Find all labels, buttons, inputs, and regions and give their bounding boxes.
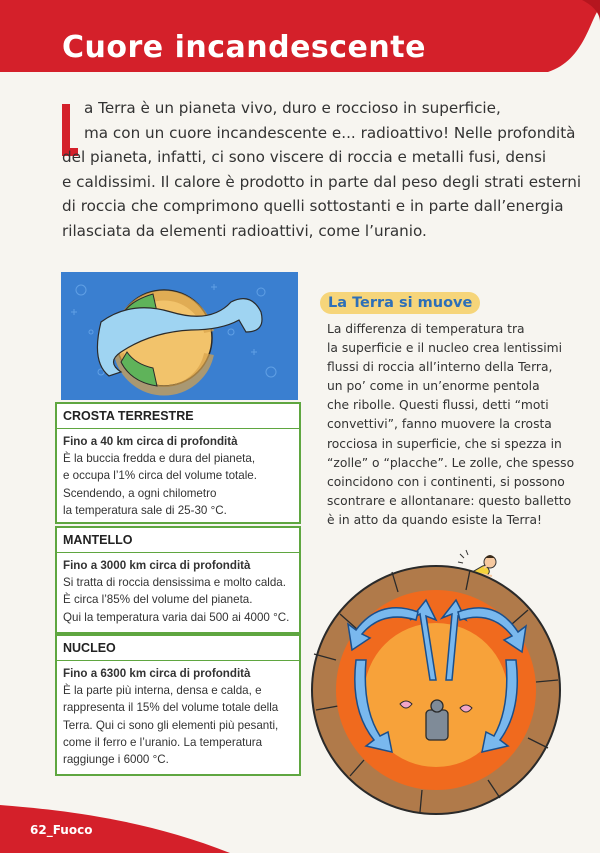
intro-line: e caldissimi. Il calore è prodotto in parte dal peso degli strati esterni — [62, 172, 582, 191]
layer-depth: Fino a 3000 km circa di profondità — [63, 559, 251, 572]
layer-text-line: come il ferro e l’uranio. La temperatura — [63, 735, 263, 749]
layer-name: MANTELLO — [57, 528, 299, 553]
intro-paragraph — [62, 96, 582, 243]
sidebar-line: è in atto da quando esiste la Terra! — [327, 512, 542, 527]
layer-panel-mantle — [55, 526, 301, 634]
layer-depth: Fino a 6300 km circa di profondità — [63, 667, 251, 680]
layer-text-line: e occupa l’1% circa del volume totale. — [63, 469, 257, 483]
sidebar-line: flussi di roccia all’interno della Terra, — [327, 360, 553, 375]
layer-text-line: È la parte più interna, densa e calda, e — [63, 684, 262, 698]
intro-line: del pianeta, infatti, ci sono viscere di roccia e metalli fusi, densi — [62, 148, 547, 166]
sidebar-paragraph — [327, 320, 575, 530]
page-number-label: 62_Fuoco — [30, 823, 93, 837]
sidebar-line: coincidono con i continenti, si possono — [327, 474, 565, 489]
intro-line: rilasciata da elementi radioattivi, come l’uranio. — [62, 221, 427, 240]
layer-text-line: Terra. Qui ci sono gli elementi più pesanti, — [63, 718, 279, 732]
layer-panel-crust — [55, 402, 301, 524]
convection-earth-illustration — [300, 540, 572, 818]
intro-line: ma con un cuore incandescente e... radioattivo! Nelle profondità — [84, 123, 576, 142]
sidebar-line: scontrare e allontanare: questo balletto — [327, 493, 572, 508]
sidebar-line: La differenza di temperatura tra — [327, 322, 525, 336]
layer-text-line: È la buccia fredda e dura del pianeta, — [63, 452, 256, 466]
sidebar-line: che ribolle. Questi flussi, detti “moti — [327, 398, 549, 413]
layer-text-line: Si tratta di roccia densissima e molto calda. — [63, 576, 286, 590]
layer-text-line: raggiunge i 6000 °C. — [63, 753, 169, 767]
sidebar-line: rocciosa in superficie, che si spezza in — [327, 436, 562, 451]
sidebar-line: convettivi”, fanno muovere la crosta — [327, 417, 552, 432]
layer-name: NUCLEO — [57, 636, 299, 661]
layer-text-line: È circa l’85% del volume del pianeta. — [63, 593, 253, 607]
intro-line: di roccia che comprimono quelli sottostanti e in parte dall’energia — [62, 197, 564, 215]
layer-text-line: Scendendo, a ogni chilometro — [63, 486, 217, 500]
intro-line: a Terra è un pianeta vivo, duro e roccioso in superficie, — [84, 99, 501, 117]
layer-panel-core — [55, 634, 301, 776]
layer-text-line: rappresenta il 15% del volume totale della — [63, 701, 279, 715]
layer-name: CROSTA TERRESTRE — [57, 404, 299, 429]
sidebar-line: la superficie e il nucleo crea lentissimi — [327, 341, 563, 356]
sidebar-line: “zolle” o “placche”. Le zolle, che spesso — [327, 455, 575, 470]
sidebar-line: un po’ come in un’enorme pentola — [327, 379, 540, 394]
layer-depth: Fino a 40 km circa di profondità — [63, 435, 238, 448]
page-title: Cuore incandescente — [62, 30, 426, 65]
sidebar-title: La Terra si muove — [320, 292, 480, 314]
earth-layers-illustration — [61, 272, 298, 400]
layer-text-line: Qui la temperatura varia dai 500 ai 4000 °C. — [63, 610, 290, 624]
layer-text-line: la temperatura sale di 25-30 °C. — [63, 503, 227, 517]
